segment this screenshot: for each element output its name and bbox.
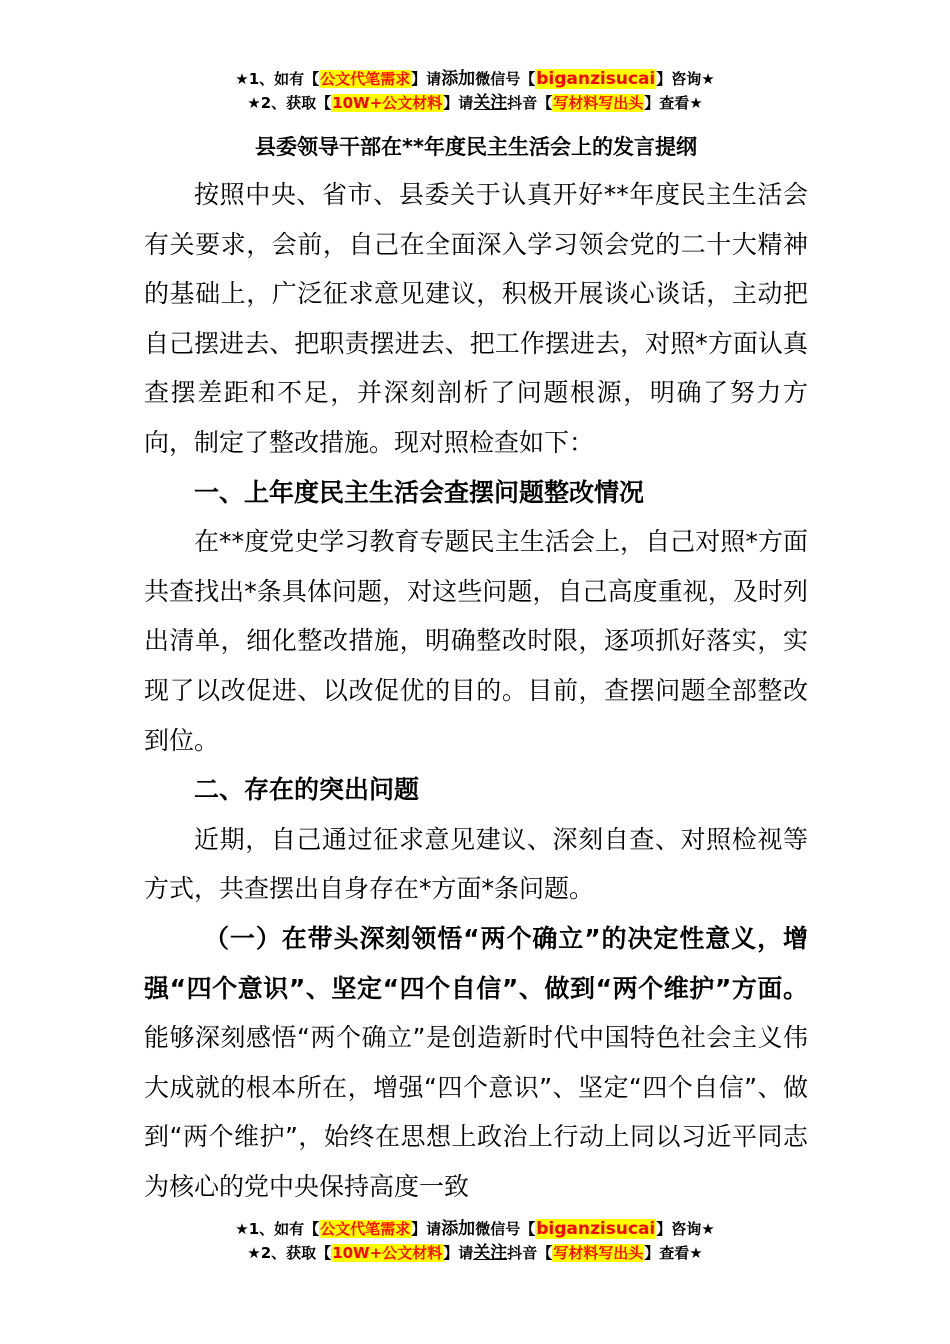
promo-text: 】咨询★ [656,1220,715,1238]
promo-text: 关注 [473,93,508,113]
item-1-heading: （一）在带头深刻领悟“两个确立”的决定性意义，增强“四个意识”、坚定“四个自信”、做到“两个维护”方面。 [144,923,808,1003]
promo-highlight: 公文代笔需求 [320,1220,411,1238]
item-1-text: 能够深刻感悟“两个确立”是创造新时代中国特色社会主义伟大成就的根本所在，增强“四个意识”、坚定“四个自信”、做到“两个维护”，始终在思想上政治上行动上同以习近平同志为核心的党中央保持高度一致 [144,1023,808,1201]
promo-text: ★2、获取【 [247,94,332,112]
header-promo-banner [0,67,950,115]
promo-highlight: 写材料写出头 [553,94,644,112]
promo-text: 】咨询★ [656,70,715,88]
promo-text: 】请 [411,70,442,88]
section-1-paragraph: 在**度党史学习教育专题民主生活会上，自己对照*方面共查找出*条具体问题，对这些问题，自己高度重视，及时列出清单，细化整改措施，明确整改时限，逐项抓好落实，实现了以改促进、以改促优的目的。目前，查摆问题全部整改到位。 [144,527,808,755]
intro-paragraph: 按照中央、省市、县委关于认真开好**年度民主生活会有关要求，会前，自己在全面深入学习领会党的二十大精神的基础上，广泛征求意见建议，积极开展谈心谈话，主动把自己摆进去、把职责摆进去、把工作摆进去，对照*方面认真查摆差距和不足，并深刻剖析了问题根源，明确了努力方向，制定了整改措施。现对照检查如下： [144,180,808,457]
promo-text: 关注 [473,1243,508,1263]
promo-text: 】请 [443,1244,474,1262]
item-1-paragraph [144,914,808,1212]
promo-text: 抖音【 [507,1244,553,1262]
promo-text: ★1、如有【 [235,70,320,88]
promo-highlight: 10W+公文材料 [332,94,443,112]
promo-line-2 [0,1241,950,1265]
promo-highlight: 10W+公文材料 [332,1244,443,1262]
promo-wechat-id: biganzisucai [536,69,656,89]
promo-text: 添加 [441,1219,476,1239]
promo-highlight: 写材料写出头 [553,1244,644,1262]
document-body [144,124,808,1211]
document-title: 县委领导干部在**年度民主生活会上的发言提纲 [255,135,697,159]
footer-promo-banner [0,1217,950,1265]
promo-line-1 [0,1217,950,1241]
promo-text: ★1、如有【 [235,1220,320,1238]
promo-wechat-id: biganzisucai [536,1219,656,1239]
promo-text: 】查看★ [644,94,703,112]
promo-text: 】查看★ [644,1244,703,1262]
section-2-paragraph: 近期，自己通过征求意见建议、深刻自查、对照检视等方式，共查摆出自身存在*方面*条问题。 [144,824,808,904]
section-1-heading: 一、上年度民主生活会查摆问题整改情况 [194,477,645,507]
promo-text: 微信号【 [475,70,536,88]
promo-line-1 [0,67,950,91]
promo-text: 微信号【 [475,1220,536,1238]
promo-text: ★2、获取【 [247,1244,332,1262]
promo-text: 】请 [443,94,474,112]
promo-text: 抖音【 [507,94,553,112]
promo-highlight: 公文代笔需求 [320,70,411,88]
promo-text: 】请 [411,1220,442,1238]
promo-text: 添加 [441,69,476,89]
section-2-heading: 二、存在的突出问题 [194,775,420,805]
promo-line-2 [0,91,950,115]
